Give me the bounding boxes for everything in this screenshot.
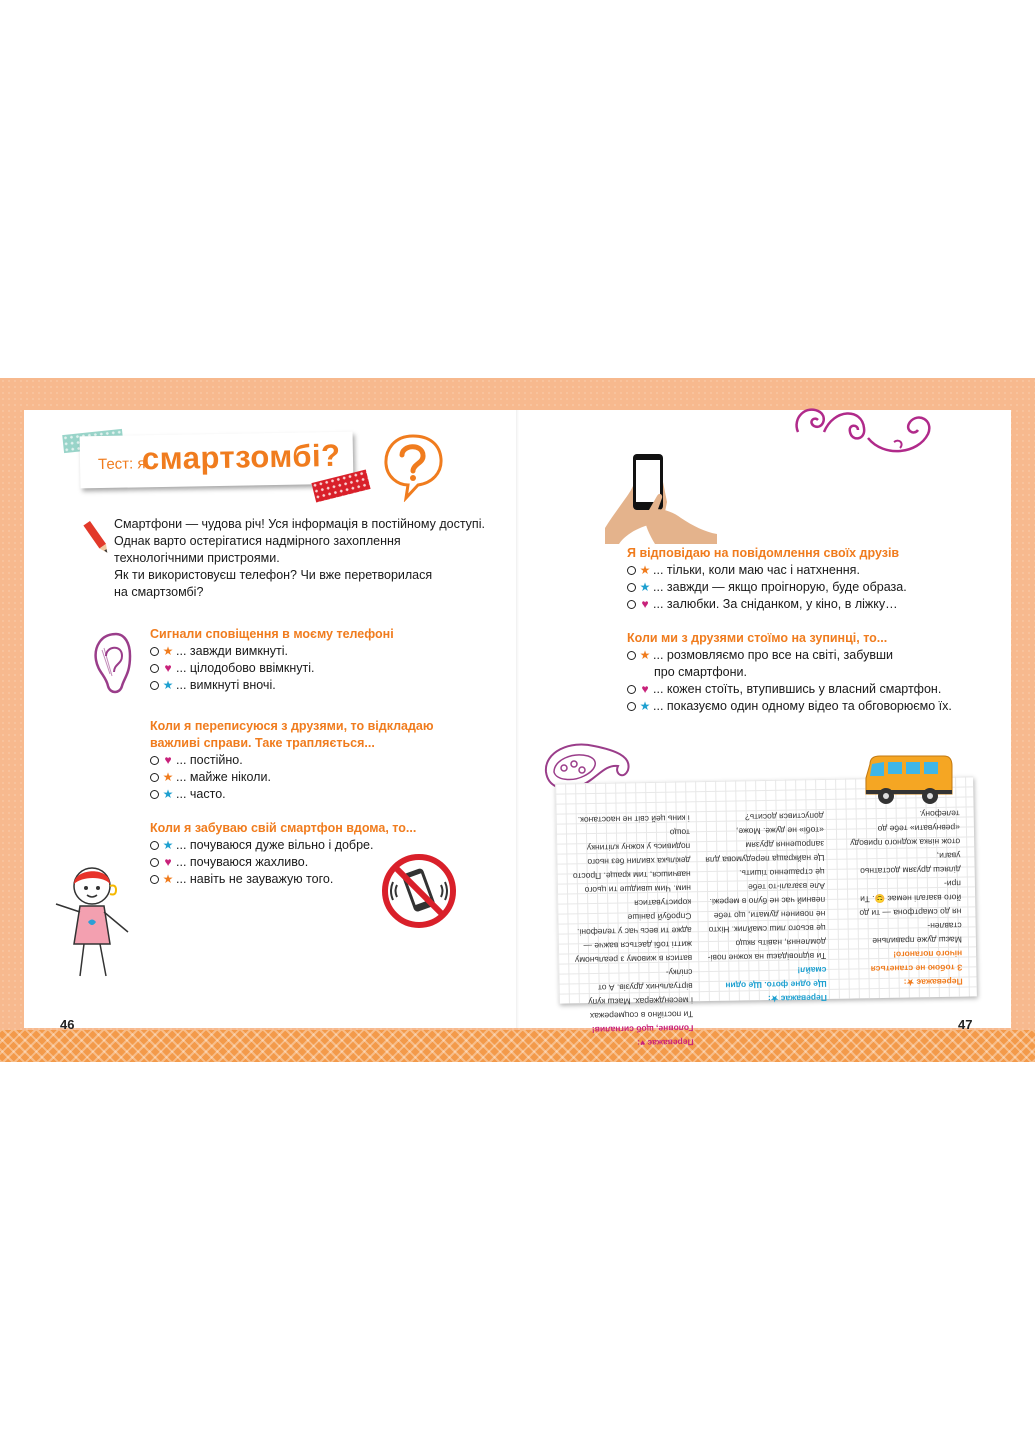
radio-circle-icon[interactable] bbox=[627, 685, 636, 694]
star-icon: ★ bbox=[162, 770, 174, 784]
question-heading-line2: важливі справи. Таке трапляється... bbox=[150, 736, 375, 750]
question-heading: Коли я переписуюся з друзями, то відкладаю bbox=[150, 719, 434, 733]
option-text: ... залюбки. За сніданком, у кіно, в ліжку… bbox=[653, 597, 898, 611]
option-text: ... завжди вимкнуті. bbox=[176, 644, 288, 658]
title-prefix: Тест: я bbox=[97, 455, 146, 474]
answer-option[interactable] bbox=[150, 643, 288, 660]
answer-option[interactable] bbox=[150, 769, 271, 786]
answer-column bbox=[704, 809, 827, 1007]
answer-option[interactable] bbox=[627, 698, 952, 715]
answer-line: «тобі» не дуже. Може, bbox=[735, 824, 825, 837]
star-icon: ★ bbox=[639, 563, 651, 577]
radio-circle-icon[interactable] bbox=[627, 600, 636, 609]
answer-line: ватися в живому з реальному bbox=[574, 953, 693, 966]
star-icon: ★ bbox=[162, 838, 174, 852]
answer-line: його взагалі немає 😊. Ти при- bbox=[860, 878, 962, 905]
answer-option[interactable] bbox=[627, 562, 860, 579]
radio-circle-icon[interactable] bbox=[150, 681, 159, 690]
star-icon: ★ bbox=[162, 644, 174, 658]
answer-option[interactable] bbox=[150, 752, 243, 769]
page-number-right: 47 bbox=[958, 1017, 973, 1032]
radio-circle-icon[interactable] bbox=[150, 664, 159, 673]
answer-option[interactable] bbox=[150, 660, 314, 677]
swirl-decoration-icon bbox=[788, 398, 940, 468]
answer-line: і кинь цей світ не наостанок. bbox=[577, 813, 690, 826]
question-heading: Коли ми з друзями стоїмо на зупинці, то... bbox=[627, 631, 888, 645]
answer-option-continuation: про смартфони. bbox=[654, 665, 747, 679]
answer-line: запрошення друзям bbox=[745, 838, 825, 851]
page-number-left: 46 bbox=[60, 1017, 75, 1032]
option-text: ... часто. bbox=[176, 787, 226, 801]
heart-icon: ♥ bbox=[164, 753, 172, 767]
radio-circle-icon[interactable] bbox=[150, 841, 159, 850]
star-icon: ★ bbox=[639, 648, 651, 662]
option-text: ... розмовляємо про все на світі, забувши bbox=[653, 648, 893, 662]
star-icon: ★ bbox=[639, 580, 651, 594]
answer-option[interactable] bbox=[627, 579, 907, 596]
answer-line: адже ти весь час у телефоні. bbox=[576, 925, 692, 938]
option-text: ... тільки, коли маю час і натхнення. bbox=[653, 563, 860, 577]
answer-subheading: З тобою не станеться нічого поганого! bbox=[870, 948, 963, 975]
heart-icon: ♥ bbox=[164, 855, 172, 869]
ear-icon bbox=[90, 630, 134, 696]
answer-subheading: Головне, щоб сигналив! bbox=[591, 1023, 694, 1036]
title-card bbox=[80, 432, 354, 489]
answer-option[interactable] bbox=[627, 596, 898, 613]
option-text: ... почуваюся жахливо. bbox=[176, 855, 309, 869]
answer-line: навчишся, тим краще. Просто bbox=[572, 869, 691, 882]
page-fold bbox=[516, 410, 519, 1028]
option-text: ... цілодобово ввімкнуті. bbox=[176, 661, 315, 675]
radio-circle-icon[interactable] bbox=[150, 773, 159, 782]
answer-line: ня до смартфона — ти до bbox=[859, 906, 962, 919]
radio-circle-icon[interactable] bbox=[627, 651, 636, 660]
option-text: ... вимкнуті вночі. bbox=[176, 678, 276, 692]
answer-line: Це найкраща передумова для bbox=[705, 852, 825, 866]
option-text: ... постійно. bbox=[176, 753, 243, 767]
answer-option[interactable] bbox=[627, 681, 941, 698]
option-text: ... майже ніколи. bbox=[176, 770, 271, 784]
answer-line: це всього лиш смайлик. Ніхто bbox=[708, 922, 826, 936]
answer-heading: Переважає ★: bbox=[767, 992, 827, 1004]
radio-circle-icon[interactable] bbox=[150, 790, 159, 799]
school-bus-icon bbox=[864, 750, 954, 808]
option-text: ... кожен стоїть, втупившись у власний смартфон. bbox=[653, 682, 942, 696]
radio-circle-icon[interactable] bbox=[627, 702, 636, 711]
answer-column bbox=[840, 807, 963, 991]
answer-option[interactable] bbox=[150, 837, 373, 854]
answer-line: допустився досить? bbox=[744, 810, 824, 823]
answer-line: ним. Чим швидше ти цього bbox=[584, 883, 692, 896]
heart-icon: ♥ bbox=[164, 661, 172, 675]
answer-line: і месенджерах. Маєш купу bbox=[588, 995, 694, 1008]
answer-line: віртуальних друзів. А от спілку- bbox=[598, 967, 693, 993]
answer-line: подивись у кожну клітинку тощо bbox=[586, 827, 691, 854]
option-text: ... почуваюся дуже вільно і добре. bbox=[176, 838, 374, 852]
answer-line: діляєш друзям достатньо уваги, bbox=[860, 850, 961, 877]
no-phone-sign-icon bbox=[380, 852, 458, 930]
answer-line: Ти постійно в соцмережах bbox=[589, 1009, 694, 1022]
radio-circle-icon[interactable] bbox=[150, 858, 159, 867]
option-text: ... завжди — якщо проігнорую, буде образа. bbox=[653, 580, 907, 594]
question-heading: Коли я забуваю свій смартфон вдома, то... bbox=[150, 821, 417, 835]
radio-circle-icon[interactable] bbox=[627, 566, 636, 575]
answer-option[interactable] bbox=[150, 786, 226, 803]
heart-icon: ♥ bbox=[641, 597, 649, 611]
answer-line: Спробуй раніше користуватися bbox=[627, 897, 692, 923]
intro-line: технологічними пристроями. bbox=[114, 551, 280, 565]
star-icon: ★ bbox=[162, 678, 174, 692]
radio-circle-icon[interactable] bbox=[150, 647, 159, 656]
answer-line: декілька хвилин без нього bbox=[587, 855, 691, 868]
answer-line: житті тобі дається важче — bbox=[583, 939, 693, 952]
answer-subheading: Ще одне фото. Ще один смайл! bbox=[725, 964, 827, 991]
answer-line: певний час не було в мережі. bbox=[709, 894, 826, 907]
answer-heading: Переважає ★: bbox=[903, 976, 963, 988]
answer-line: не повинен думати, що тебе bbox=[713, 908, 826, 921]
radio-circle-icon[interactable] bbox=[627, 583, 636, 592]
option-text: ... показуємо один одному відео та обговорюємо їх. bbox=[653, 699, 952, 713]
answer-line: отож ніяка жодного приводу bbox=[850, 836, 961, 849]
intro-line: Однак варто остерігатися надмірного захоплення bbox=[114, 534, 401, 548]
answer-line: Маєш дуже правильне ставлен- bbox=[872, 920, 962, 947]
answer-line: домлення, навіть якщо bbox=[735, 936, 827, 949]
hand-phone-icon bbox=[605, 452, 717, 544]
question-heading: Я відповідаю на повідомлення своїх друзів bbox=[627, 546, 900, 560]
answer-line: Ти відповідаєш на кожне пові- bbox=[707, 950, 827, 964]
answer-option[interactable] bbox=[150, 854, 308, 871]
star-icon: ★ bbox=[162, 787, 174, 801]
answer-line: це страшенно тішить. bbox=[739, 866, 825, 879]
star-icon: ★ bbox=[639, 699, 651, 713]
decorative-bottom-border bbox=[0, 1030, 1035, 1062]
radio-circle-icon[interactable] bbox=[150, 756, 159, 765]
answer-option[interactable] bbox=[627, 647, 893, 664]
answer-option[interactable] bbox=[150, 871, 333, 888]
radio-circle-icon[interactable] bbox=[150, 875, 159, 884]
intro-line: Смартфони — чудова річ! Уся інформація в постійному доступі. bbox=[114, 517, 485, 531]
question-heading: Сигнали сповіщення в моєму телефоні bbox=[150, 627, 394, 641]
star-icon: ★ bbox=[162, 872, 174, 886]
answer-line: Але взагалі-то тебе bbox=[747, 880, 826, 893]
answer-column bbox=[570, 811, 694, 1051]
option-text: ... навіть не зауважую того. bbox=[176, 872, 334, 886]
answer-line: «ревнувати» тебе до телефону. bbox=[877, 808, 961, 835]
answer-heading: Переважає ♥: bbox=[637, 1037, 694, 1049]
pencil-icon bbox=[82, 518, 112, 558]
question-bubble-icon bbox=[380, 430, 446, 502]
girl-doodle-icon bbox=[48, 864, 140, 982]
intro-line: Як ти використовуєш телефон? Чи вже перетворилася bbox=[114, 568, 433, 582]
page-title: смартзомбі? bbox=[141, 437, 341, 477]
answer-option[interactable] bbox=[150, 677, 276, 694]
heart-icon: ♥ bbox=[641, 682, 649, 696]
intro-line: на смартзомбі? bbox=[114, 585, 204, 599]
